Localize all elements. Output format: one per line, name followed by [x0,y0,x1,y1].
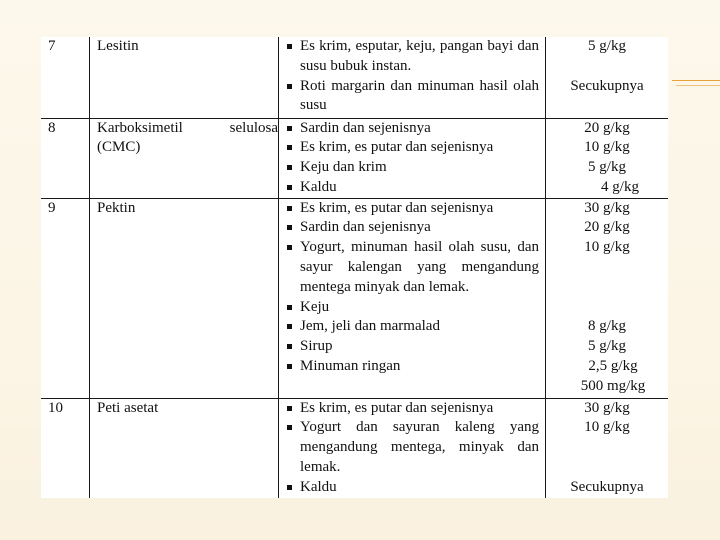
dose-value [546,57,668,77]
usage-item: Yogurt, minuman hasil olah susu, dan sayur kalengan yang mengandung mentega minyak dan lemak. [279,238,539,297]
dose-value: 4 g/kg [601,178,639,195]
dose-value: 20 g/kg [584,119,630,136]
additive-name: Peti asetat [90,398,279,497]
usage-item: Yogurt dan sayuran kaleng yang mengandung mentega, minyak dan lemak. [279,418,539,477]
dose-value: 5 g/kg [588,38,626,54]
dose-value: 20 g/kg [584,219,630,236]
dose-value: Secukupnya [570,77,644,94]
dose-value [546,258,668,278]
row-number: 8 [41,118,90,198]
dose-column [546,37,669,118]
dose-column [546,118,669,198]
additive-name: Karboksimetil selulosa (CMC) [90,118,279,198]
additive-table [41,37,668,498]
usage-item: Keju [279,298,539,318]
usage-item: Roti margarin dan minuman hasil olah susu [279,77,539,117]
dose-value: 10 g/kg [584,139,630,156]
dose-value: 8 g/kg [588,318,626,335]
additive-name: Lesitin [90,37,279,118]
table-row-9 [41,198,668,398]
dose-value [546,438,668,458]
usage-item: Keju dan krim [279,158,539,178]
dose-value: 5 g/kg [588,159,626,176]
dose-value: 30 g/kg [584,399,630,416]
dose-column [546,398,669,497]
usage-list [279,118,546,198]
usage-item: Es krim, es putar dan sejenisnya [279,199,539,219]
usage-item: Jem, jeli dan marmalad [279,317,539,337]
usage-list [279,37,546,118]
decorative-accent-line [672,80,720,81]
table-row-8 [41,118,668,198]
usage-item: Sirup [279,337,539,357]
usage-list [279,198,546,398]
usage-item: Es krim, es putar dan sejenisnya [279,399,539,419]
usage-item: Es krim, es putar dan sejenisnya [279,138,539,158]
usage-item: Minuman ringan [279,357,539,377]
usage-list [279,398,546,497]
dose-value: 5 g/kg [588,338,626,355]
table-row-7 [41,37,668,118]
row-number: 10 [41,398,90,497]
row-number: 7 [41,37,90,118]
additive-name: Pektin [90,198,279,398]
dose-value [546,278,668,298]
dose-value: 30 g/kg [584,199,630,216]
dose-value: 2,5 g/kg [588,358,638,375]
dose-value: 10 g/kg [584,419,630,436]
usage-item: Kaldu [279,178,539,198]
dose-value: 10 g/kg [584,239,630,256]
usage-item: Sardin dan sejenisnya [279,119,539,139]
usage-item: Sardin dan sejenisnya [279,218,539,238]
dose-value: Secukupnya [570,478,644,495]
dose-value [546,298,668,318]
decorative-accent-line-secondary [676,85,720,86]
row-number: 9 [41,198,90,398]
dose-value [546,458,668,478]
dose-column [546,198,669,398]
dose-value: 500 mg/kg [580,377,646,394]
usage-item: Kaldu [279,478,539,498]
table-row-10 [41,398,668,497]
usage-item: Es krim, esputar, keju, pangan bayi dan susu bubuk instan. [279,37,539,77]
